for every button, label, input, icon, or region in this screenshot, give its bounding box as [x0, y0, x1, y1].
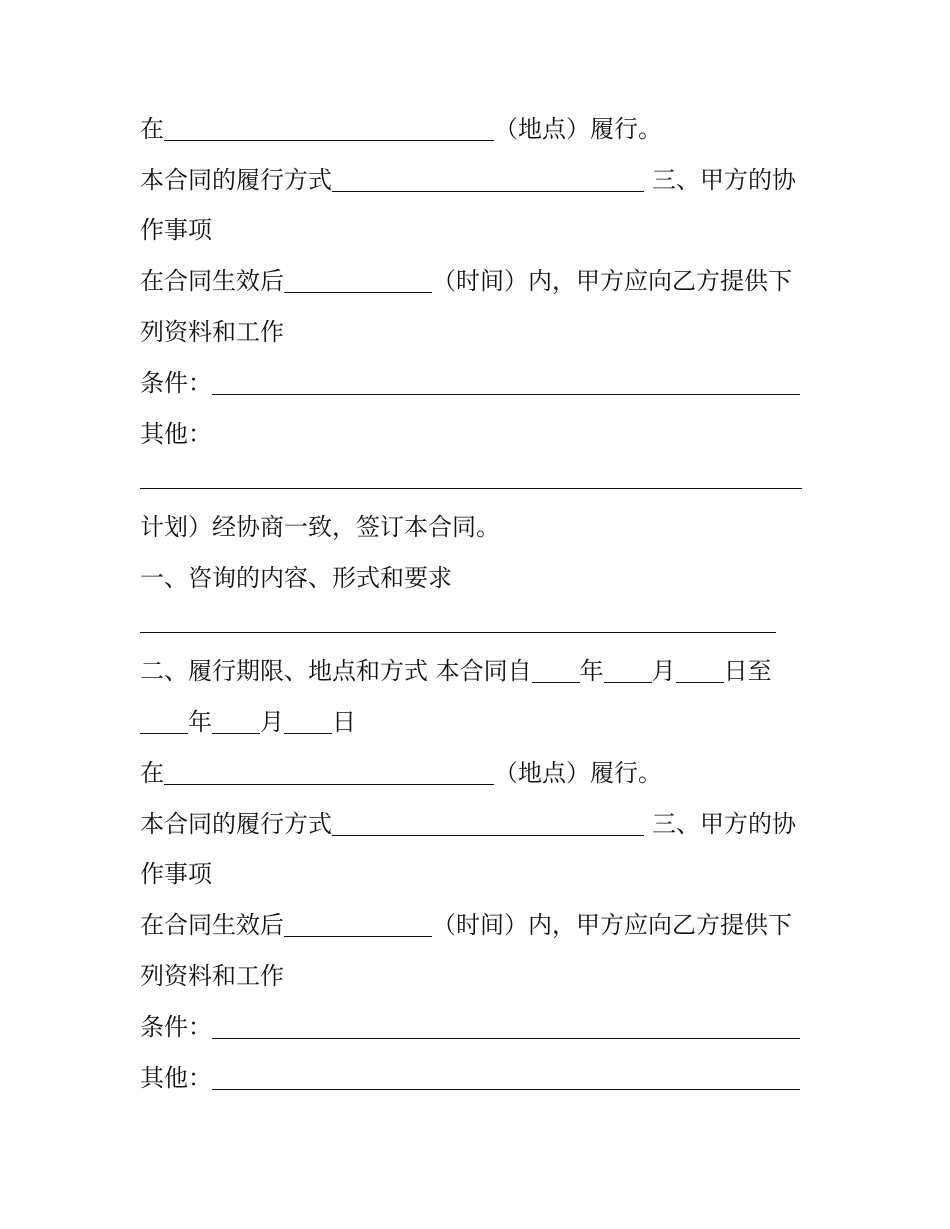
line-text: 三、甲方的协 [652, 166, 796, 194]
text-line [140, 215, 212, 245]
text-line [140, 961, 284, 991]
line-text: 列资料和工作 [140, 962, 284, 990]
line-text: 年 [188, 708, 212, 736]
line-text: 三、甲方的协 [652, 810, 796, 838]
line-text: （时间）内，甲方应向乙方提供下 [432, 911, 792, 939]
text-line [140, 512, 500, 542]
start-month-blank[interactable] [604, 658, 652, 683]
start-year-blank[interactable] [532, 658, 580, 683]
line-text: 条件： [140, 1013, 212, 1041]
line-text: 月 [651, 657, 676, 685]
other-line [140, 1063, 800, 1093]
consult-content-blank-line [140, 606, 776, 636]
line-text: 二、履行期限、地点和方式 本合同自 [140, 657, 532, 685]
conditions-blank[interactable] [212, 370, 800, 395]
time-blank[interactable] [284, 268, 432, 293]
line-text: 作事项 [140, 216, 212, 244]
effective-time-line [140, 910, 792, 940]
performance-location-line [140, 114, 662, 144]
method-blank[interactable] [332, 811, 644, 836]
time-blank[interactable] [284, 912, 432, 937]
line-text: 日 [332, 708, 356, 736]
consult-content-blank[interactable] [140, 608, 776, 633]
end-day-blank[interactable] [284, 709, 332, 734]
line-text: 其他： [140, 1064, 212, 1092]
line-text: 日至 [723, 657, 772, 685]
performance-method-line [140, 809, 796, 839]
line-text: 在合同生效后 [140, 267, 284, 295]
line-text: 年 [579, 657, 604, 685]
line-text: 本合同的履行方式 [140, 166, 332, 194]
line-text: 在 [140, 759, 164, 787]
section-heading-one [140, 563, 452, 593]
other-blank[interactable] [212, 1065, 800, 1090]
performance-method-line [140, 165, 796, 195]
line-text: 作事项 [140, 860, 212, 888]
end-year-blank[interactable] [140, 709, 188, 734]
text-line [140, 317, 284, 347]
line-text: 其他： [140, 420, 212, 448]
text-line [140, 859, 212, 889]
end-month-blank[interactable] [212, 709, 260, 734]
line-text: 在 [140, 115, 164, 143]
line-text: 列资料和工作 [140, 318, 284, 346]
line-text: 在合同生效后 [140, 911, 284, 939]
other-blank[interactable] [140, 464, 802, 489]
conditions-line [140, 368, 800, 398]
section-heading-two [140, 656, 772, 686]
other-blank-line [140, 462, 802, 492]
location-blank[interactable] [164, 760, 494, 785]
conditions-blank[interactable] [212, 1014, 800, 1039]
line-text: （地点）履行。 [494, 759, 662, 787]
effective-time-line [140, 266, 792, 296]
location-blank[interactable] [164, 116, 494, 141]
line-text: 条件： [140, 369, 212, 397]
method-blank[interactable] [332, 167, 644, 192]
line-text: 一、咨询的内容、形式和要求 [140, 564, 452, 592]
start-day-blank[interactable] [676, 658, 724, 683]
other-label-line [140, 419, 212, 449]
end-date-line [140, 707, 356, 737]
line-text: 本合同的履行方式 [140, 810, 332, 838]
performance-location-line [140, 758, 662, 788]
line-text: 计划）经协商一致，签订本合同。 [140, 513, 500, 541]
line-text: （地点）履行。 [494, 115, 662, 143]
line-text: （时间）内，甲方应向乙方提供下 [432, 267, 792, 295]
conditions-line [140, 1012, 800, 1042]
line-text: 月 [260, 708, 284, 736]
